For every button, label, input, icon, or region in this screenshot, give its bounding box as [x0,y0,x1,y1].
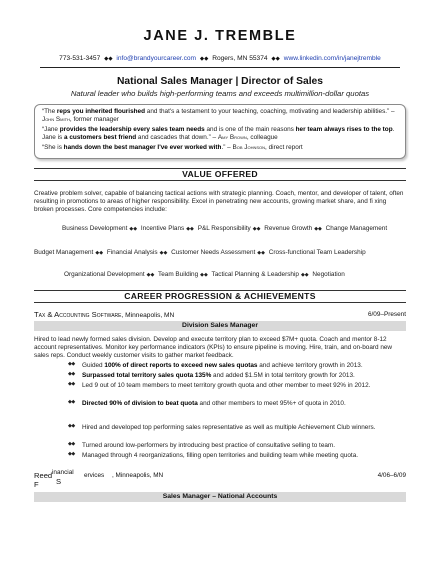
company-name-part: inancial [52,469,74,476]
header-divider [40,67,400,68]
diamond-bullet-icon: ◆◆ [68,361,75,367]
job-title: Division Sales Manager [34,321,406,331]
achievement-bullet: ◆◆ Managed through 4 reorganizations, filling open territories and building team while meeting quota. [68,451,359,459]
separator-diamonds: ◆◆ [271,56,280,62]
company-location: , Minneapolis, MN [121,312,175,319]
achievement-bullet: ◆◆ Guided 100% of direct reports to exceed new sales quotas and achieve territory growth in 2013. [68,361,363,369]
contact-line [0,55,440,62]
location: Rogers, MN 55374 [212,55,268,62]
headline: National Sales Manager | Director of Sales [116,76,324,87]
achievement-bullet: ◆◆ Hired and developed top performing sales representative as well as multiple Achievement Club winners. [68,423,376,431]
company-name-part: S [56,477,62,486]
diamond-bullet-icon: ◆◆ [68,381,75,387]
candidate-name: JANE J. TREMBLE [143,28,297,44]
testimonial: “The reps you inherited flourished and that's a testament to your teaching, coaching, motivating and leadership abilities.” – John Smith, former manager [42,108,395,124]
competency-row: Budget Management ◆◆ Financial Analysis ◆◆ Customer Needs Assessment ◆◆ Cross-functional Team Leadership [34,249,366,256]
achievement-bullet: ◆◆ Turned around low-performers by introducing best practice of consultative selling to team. [68,441,336,449]
section-heading-value-offered: VALUE OFFERED [34,168,406,181]
tagline: Natural leader who builds high-performing teams and exceeds multimillion-dollar quotas [70,89,370,98]
diamond-bullet-icon: ◆◆ [68,423,75,429]
competency-row: Business Development ◆◆ Incentive Plans ◆◆ P&L Responsibility ◆◆ Revenue Growth ◆◆ Change Management [62,225,388,232]
diamond-bullet-icon: ◆◆ [68,451,75,457]
achievement-bullet: ◆◆ Led 9 out of 10 team members to meet territory growth quota and other member to meet 92% in 2012. [68,381,371,389]
job-dates: 6/09–Present [367,311,406,318]
job-header [34,469,406,491]
separator-diamonds: ◆◆ [104,56,113,62]
testimonial: “She is hands down the best manager I've ever worked with.” – Bob Johnson, direct report [42,144,303,152]
company-name-part: F [34,480,39,489]
company-location: , Minneapolis, MN [112,472,164,479]
job-header [34,310,406,319]
competency-row: Organizational Development ◆◆ Team Building ◆◆ Tactical Planning & Leadership ◆◆ Negotiation [64,271,345,278]
linkedin-link[interactable]: www.linkedin.com/in/janejtremble [283,55,381,62]
achievement-bullet: ◆◆ Directed 90% of division to beat quota and other members to meet 95%+ of quota in 2010. [68,399,346,407]
job-summary: Hired to lead newly formed sales division. Develop and execute territory plan to exceed $7M+ quota. Coach and mentor 8-12 account representatives. Monitor key performance indicators (KPIs) to ensure pipeline is moving. Hire, train, and on-board new sales reps. Conduct weekly customer visits to gather market feedback. [34,336,393,359]
job-title: Sales Manager – National Accounts [34,492,406,502]
achievement-bullet: ◆◆ Surpassed total territory sales quota 135% and added $1.5M in total territory growth for 2013. [68,371,355,379]
section-heading-career: CAREER PROGRESSION & ACHIEVEMENTS [34,290,406,303]
diamond-bullet-icon: ◆◆ [68,441,75,447]
value-summary: Creative problem solver, capable of balancing tactical actions with strategic planning. Coach, mentor, and developer of talent, often resulting in promotions to areas of higher responsibility. Excel in penetrating new accounts, growing market share, and fi xing broken processes. Core competencies include: [34,190,404,213]
testimonial: “Jane provides the leadership every sales team needs and is one of the main reasons her team always rises to the top. Jane is a customers best friend and cascades that down.” – Amy Brown, colleague [42,126,395,142]
company-name-part: ervices [84,472,105,479]
email-link[interactable]: info@brandyourcareer.com [116,55,197,62]
job-dates: 4/06–6/09 [377,472,406,479]
diamond-bullet-icon: ◆◆ [68,399,75,405]
phone: 773-531-3457 [59,55,101,62]
company-name: Tax & Accounting Software [34,310,122,319]
testimonials-box [34,104,406,159]
company-name-part: Reed [34,471,53,480]
diamond-bullet-icon: ◆◆ [68,371,75,377]
separator-diamonds: ◆◆ [199,56,209,62]
